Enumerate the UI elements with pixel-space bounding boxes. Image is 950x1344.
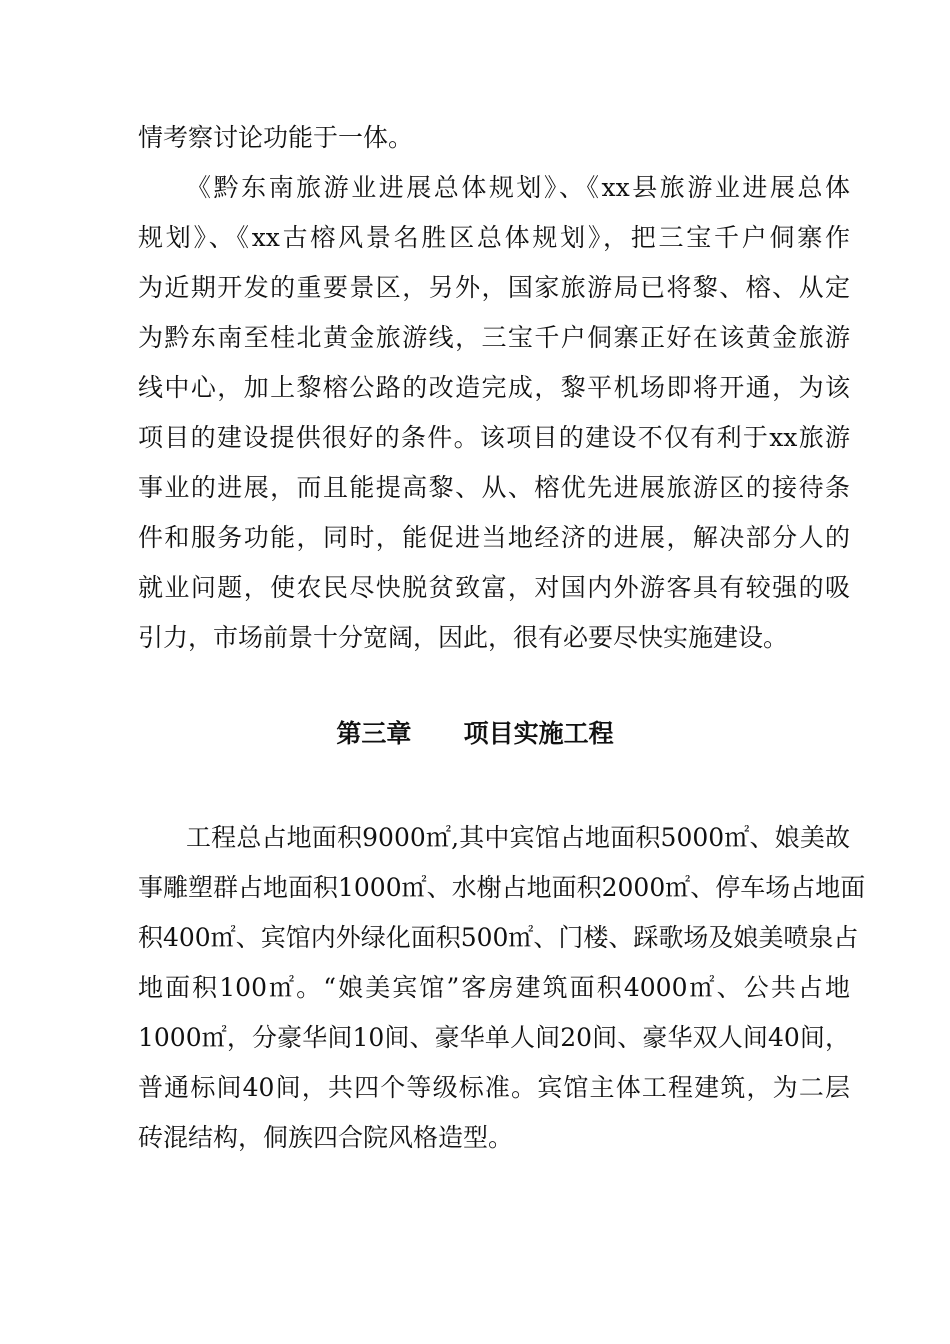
paragraph-line: 地面积100㎡。“娘美宾馆”客房建筑面积4000㎡、公共占地 bbox=[138, 973, 850, 1002]
paragraph-line: 为近期开发的重要景区，另外，国家旅游局已将黎、榕、从定 bbox=[138, 273, 850, 302]
paragraph-line: 普通标间40间，共四个等级标准。宾馆主体工程建筑，为二层 bbox=[138, 1073, 850, 1102]
paragraph-line: 积400㎡、宾馆内外绿化面积500㎡、门楼、踩歌场及娘美喷泉占 bbox=[138, 923, 859, 952]
paragraph-line: 就业问题，使农民尽快脱贫致富，对国内外游客具有较强的吸 bbox=[138, 573, 850, 602]
paragraph-line: 为黔东南至桂北黄金旅游线，三宝千户侗寨正好在该黄金旅游 bbox=[138, 323, 850, 352]
paragraph-line: 砖混结构，侗族四合院风格造型。 bbox=[138, 1123, 514, 1152]
paragraph-line: 事业的进展，而且能提高黎、从、榕优先进展旅游区的接待条 bbox=[138, 473, 850, 502]
paragraph-line: 1000㎡，分豪华间10间、豪华单人间20间、豪华双人间40间， bbox=[138, 1023, 850, 1052]
paragraph-line: 引力，市场前景十分宽阔，因此，很有必要尽快实施建设。 bbox=[138, 623, 789, 652]
paragraph-line: 规划》、《xx古榕风景名胜区总体规划》，把三宝千户侗寨作 bbox=[138, 223, 850, 252]
paragraph-line: 情考察讨论功能于一体。 bbox=[138, 123, 414, 152]
paragraph-line: 件和服务功能，同时，能促进当地经济的进展，解决部分人的 bbox=[138, 523, 850, 552]
paragraph-line: 事雕塑群占地面积1000㎡、水榭占地面积2000㎡、停车场占地面 bbox=[138, 873, 866, 902]
paragraph-line: 线中心，加上黎榕公路的改造完成，黎平机场即将开通，为该 bbox=[138, 373, 850, 402]
paragraph-line: 工程总占地面积9000㎡,其中宾馆占地面积5000㎡、娘美故 bbox=[186, 823, 850, 852]
chapter-heading: 第三章 项目实施工程 bbox=[336, 719, 614, 748]
paragraph-line: 项目的建设提供很好的条件。该项目的建设不仅有利于xx旅游 bbox=[138, 423, 850, 452]
paragraph-line: 《黔东南旅游业进展总体规划》、《xx县旅游业进展总体 bbox=[186, 173, 850, 202]
